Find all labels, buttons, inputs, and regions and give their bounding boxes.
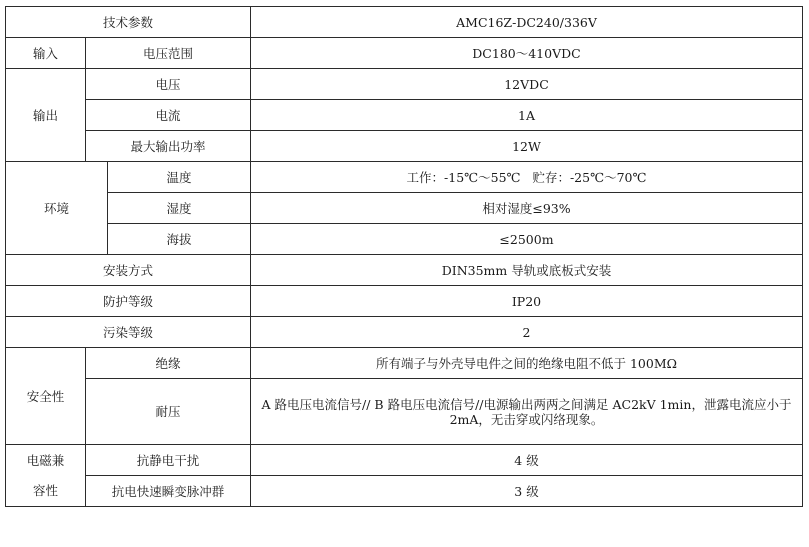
table-row xyxy=(6,286,803,317)
safety-value-cell: A 路电压电流信号// B 路电压电流信号//电源输出两两之间满足 AC2kV 1min，泄露电流应小于 2mA，无击穿或闪络现象。 xyxy=(251,379,803,445)
install-value-cell: DIN35mm 导轨或底板式安装 xyxy=(251,255,803,286)
table-row xyxy=(6,476,803,507)
table-row xyxy=(6,445,803,476)
table-row xyxy=(6,162,803,193)
table-row xyxy=(6,255,803,286)
emc-group-cell-top: 电磁兼 xyxy=(6,445,86,476)
output-value-cell: 12W xyxy=(251,131,803,162)
output-group-cell: 输出 xyxy=(6,69,86,162)
safety-label-cell: 绝缘 xyxy=(86,348,251,379)
emc-group-cell-bottom: 容性 xyxy=(6,476,86,507)
table-row xyxy=(6,193,803,224)
environment-value-cell: ≤2500m xyxy=(251,224,803,255)
table-row xyxy=(6,348,803,379)
emc-value-cell: 4 级 xyxy=(251,445,803,476)
environment-value-cell: 相对湿度≤93% xyxy=(251,193,803,224)
safety-group-cell: 安全性 xyxy=(6,348,86,445)
table-row xyxy=(6,100,803,131)
input-group-cell: 输入 xyxy=(6,38,86,69)
pollution-label-cell: 污染等级 xyxy=(6,317,251,348)
table-row xyxy=(6,69,803,100)
environment-label-cell: 海拔 xyxy=(108,224,251,255)
output-value-cell: 1A xyxy=(251,100,803,131)
table-row xyxy=(6,379,803,445)
environment-value-cell: 工作：-15℃～55℃ 贮存：-25℃～70℃ xyxy=(251,162,803,193)
table-row xyxy=(6,38,803,69)
environment-group-cell: 环境 xyxy=(6,162,108,255)
table-row xyxy=(6,7,803,38)
safety-label-cell: 耐压 xyxy=(86,379,251,445)
output-label-cell: 电压 xyxy=(86,69,251,100)
emc-label-cell: 抗静电干扰 xyxy=(86,445,251,476)
install-label-cell: 安装方式 xyxy=(6,255,251,286)
environment-label-cell: 湿度 xyxy=(108,193,251,224)
emc-label-cell: 抗电快速瞬变脉冲群 xyxy=(86,476,251,507)
environment-label-cell: 温度 xyxy=(108,162,251,193)
technical-parameters-table xyxy=(5,6,803,507)
pollution-value-cell: 2 xyxy=(251,317,803,348)
safety-value-cell: 所有端子与外壳导电件之间的绝缘电阻不低于 100MΩ xyxy=(251,348,803,379)
output-label-cell: 最大输出功率 xyxy=(86,131,251,162)
table-row xyxy=(6,224,803,255)
output-label-cell: 电流 xyxy=(86,100,251,131)
output-value-cell: 12VDC xyxy=(251,69,803,100)
input-label-cell: 电压范围 xyxy=(86,38,251,69)
input-value-cell: DC180～410VDC xyxy=(251,38,803,69)
table-row xyxy=(6,131,803,162)
protection-value-cell: IP20 xyxy=(251,286,803,317)
header-label-cell: 技术参数 xyxy=(6,7,251,38)
emc-value-cell: 3 级 xyxy=(251,476,803,507)
model-value-cell: AMC16Z-DC240/336V xyxy=(251,7,803,38)
protection-label-cell: 防护等级 xyxy=(6,286,251,317)
table-row xyxy=(6,317,803,348)
